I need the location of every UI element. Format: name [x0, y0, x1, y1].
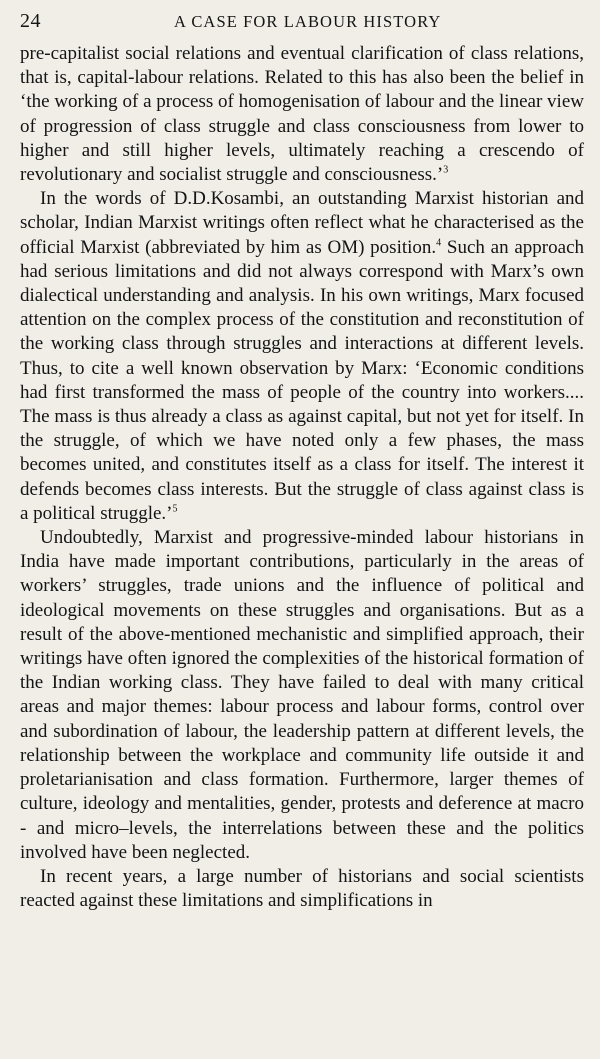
- paragraph-3: [20, 526, 584, 865]
- running-head: [20, 10, 584, 40]
- paragraph-text: In the words of D.D.Kosambi, an outstanding Marxist historian and scholar, Indian Marxist writings often reflect what he characterised as the official Marxist (abbreviated by him as OM) position.: [20, 188, 584, 258]
- paragraph-text: Such an approach had serious limitations and did not always correspond with Marx’s own dialectical understanding and analysis. In his own writings, Marx focused attention on the complex process of the constitution and reconstitution of the working class through struggles and interactions at different levels. Thus, to cite a well known observation by Marx: ‘Economic conditions had first transformed the mass of people of the country into workers.... The mass is thus already a class as against capital, but not yet for itself. In the struggle, of which we have noted only a few phases, the mass becomes united, and constitutes itself as a class for itself. The interest it defends becomes class interests. But the struggle of class against class is a political struggle.’: [20, 236, 585, 524]
- paragraph-1: [20, 42, 584, 187]
- footnote-ref: 5: [172, 503, 178, 515]
- page-number: 24: [20, 10, 41, 32]
- paragraph-2: [20, 187, 584, 526]
- body-text: [20, 42, 584, 913]
- paragraph-text: Undoubtedly, Marxist and progressive-minded labour historians in India have made important contributions, particularly in the areas of workers’ struggles, trade unions and the influence of political and ideological movements on these struggles and organisations. But as a result of the above-mentioned mechanistic and simplified approach, their writings have often ignored the complexities of the historical formation of the Indian working class. They have failed to deal with many critical areas and major themes: labour process and labour forms, control over and subordination of labour, the leadership pattern at different levels, the relationship between the workplace and community life outside it and proletarianisation and class formation. Furthermore, larger themes of culture, ideology and mentalities, gender, protests and deference at macro - and micro–levels, the interrelations between these and the politics involved have been neglected.: [20, 527, 584, 863]
- paragraph-text: In recent years, a large number of historians and social scientists reacted against these limitations and simplifications in: [20, 865, 584, 912]
- paragraph-text: pre-capitalist social relations and eventual clarification of class relations, that is, capital-labour relations. Related to this has also been the belief in ‘the working of a process of homogenisation of labour and the linear view of progression of class struggle and class consciousness from lower to higher and still higher levels, ultimately reaching a crescendo of revolutionary and socialist struggle and consciousness.’: [20, 43, 584, 186]
- running-title: A CASE FOR LABOUR HISTORY: [174, 12, 442, 31]
- footnote-ref: 4: [436, 237, 442, 249]
- paragraph-4: [20, 865, 584, 913]
- footnote-ref: 3: [443, 164, 449, 176]
